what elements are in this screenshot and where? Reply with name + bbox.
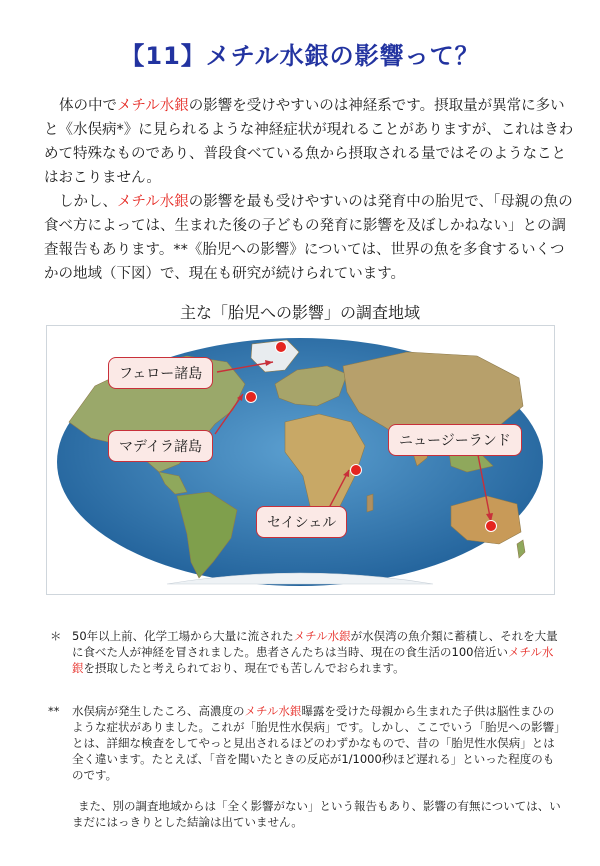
note1-text-a: 50年以上前、化学工場から大量に流された: [72, 629, 294, 643]
callout-faroe: フェロー諸島: [108, 357, 213, 389]
intro-text-b: の影響を受けやすいのは神経系です。摂取量が異常に多いと《水俣病*》に見られるような神経症状が現れることがありますが、これはきわめて特殊なものであり、普段食べている魚から摂取される量ではそのようなことはおこりません。: [44, 98, 574, 186]
new-zealand: [517, 540, 525, 558]
note1-highlight-1: メチル水銀: [293, 629, 351, 643]
intro-paragraph: [44, 94, 574, 190]
callout-madeira: マデイラ諸島: [108, 430, 213, 462]
seychelles-marker: [351, 465, 362, 476]
note2-mark: **: [48, 704, 60, 718]
madagascar: [367, 494, 373, 512]
intro-text-a: 体の中で: [59, 98, 117, 114]
callout-seychelles: セイシェル: [256, 506, 347, 538]
footnote-no-effect: また、別の調査地域からは「全く影響がない」という報告もあり、影響の有無については、いまだにはっきりとした結論は出ていません。: [72, 799, 561, 829]
page-title: 【11】メチル水銀の影響って？: [120, 42, 480, 70]
map-title: 主な「胎児への影響」の調査地域: [179, 303, 420, 322]
newzealand-marker: [486, 521, 497, 532]
madeira-marker: [246, 392, 257, 403]
note2-highlight: メチル水銀: [244, 704, 302, 718]
faroe-marker: [276, 342, 287, 353]
note1-highlight-2: メチル水銀: [72, 645, 554, 675]
fetus-paragraph: [44, 190, 574, 286]
intro-highlight-methylmercury: メチル水銀: [117, 98, 189, 114]
footnote-fetal-minamata: [72, 703, 562, 783]
callout-newzealand: ニュージーランド: [388, 424, 522, 456]
note1-mark: ＊: [50, 629, 62, 643]
fetus-highlight-methylmercury: メチル水銀: [117, 194, 189, 210]
note2-text-a: 水俣病が発生したころ、高濃度の: [72, 704, 245, 718]
fetus-text-b: の影響を最も受けやすいのは発育中の胎児で、「母親の魚の食べ方によっては、生まれた後の子どもの発育に影響を及ぼしかねない」との調査報告もあります。**《胎児への影響》については、世界の魚を多食するいくつかの地域（下図）で、現在も研究が続けられています。: [44, 194, 573, 282]
note2-text-b: 曝露を受けた母親から生まれた子供は脳性まひのような症状がありました。これが「胎児性水俣病」です。しかし、ここでいう「胎児への影響」とは、詳細な検査をしてやっと見出されるほどのわずかなもので、昔の「胎児性水俣病」とは全く違います。たとえば、「音を聞いたときの反応が1/1000秒ほど遅れる」といった程度のものです。: [72, 704, 560, 782]
note1-text-b: が水俣湾の魚介類に蓄積し、それを大量に食べた人が神経を冒されました。患者さんたちは当時、現在の食生活の100倍近い: [72, 629, 558, 659]
note1-text-c: を摂取したと考えられており、現在でも苦しんでおられます。: [83, 661, 405, 675]
footnote-minamata: [72, 628, 562, 676]
fetus-text-a: しかし、: [59, 194, 117, 210]
